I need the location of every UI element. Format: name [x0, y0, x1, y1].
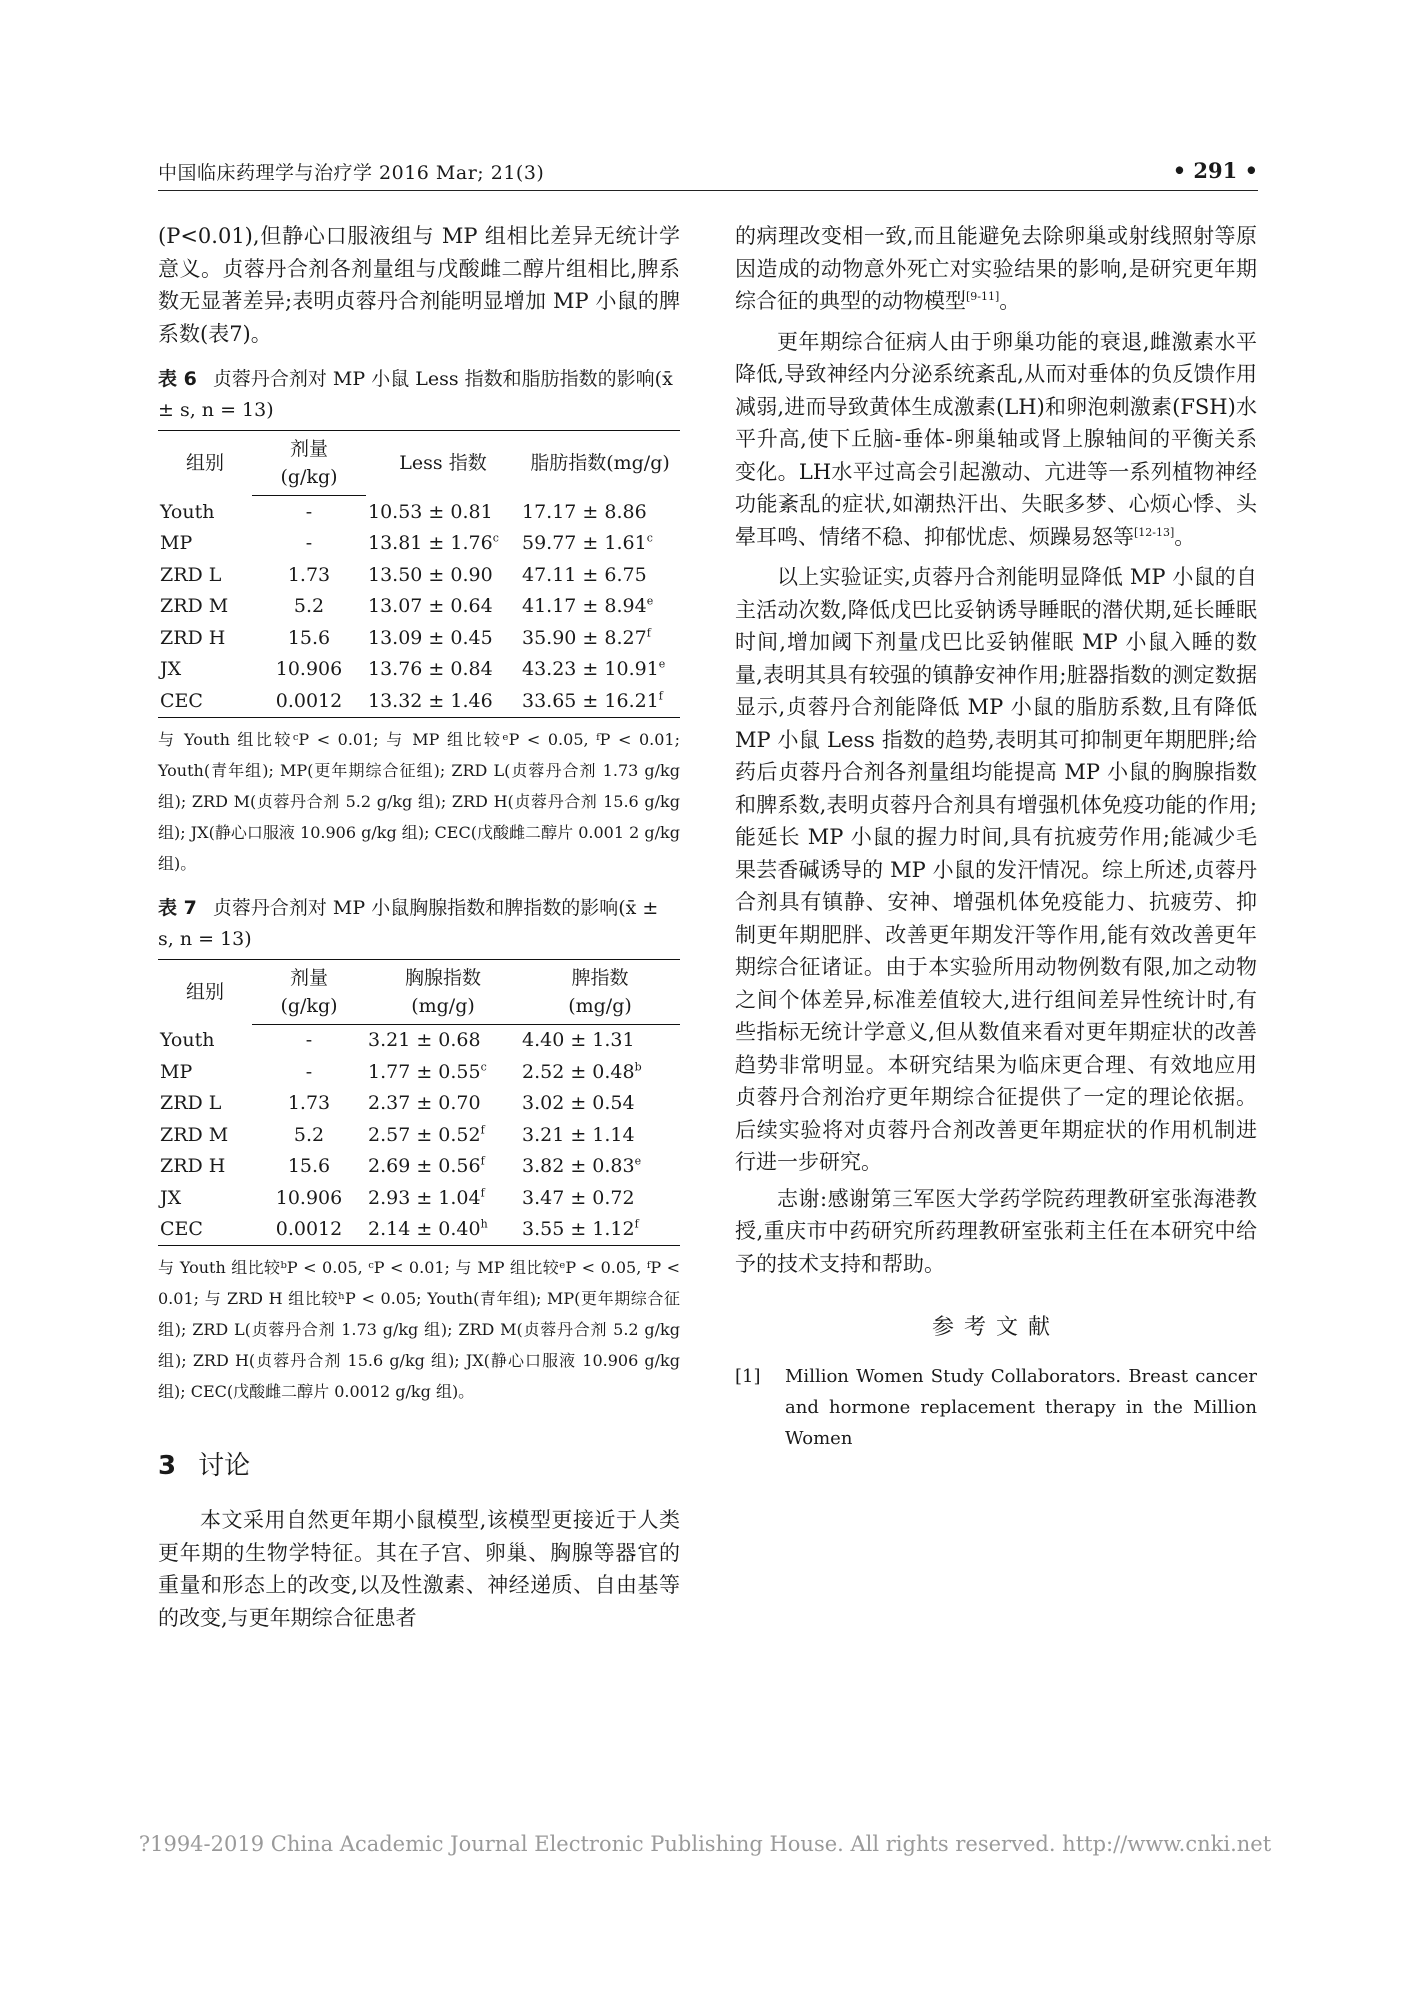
table-cell: MP [160, 1060, 193, 1083]
table-cell: 13.32 ± 1.46 [366, 685, 520, 717]
table7-header-spleen: 脾指数 [520, 959, 680, 992]
table-cell: 3.21 ± 0.68 [368, 1029, 481, 1052]
table-row [158, 1024, 680, 1056]
table-cell: 3.55 ± 1.12$^f$ [520, 1214, 680, 1246]
table-cell: 1.73 [287, 563, 331, 586]
table-row [158, 1119, 680, 1151]
table-cell: 13.76 ± 0.84 [368, 658, 493, 681]
table-cell: 5.2 [293, 595, 325, 618]
table-cell: 2.37 ± 0.70 [368, 1092, 481, 1115]
table-row [158, 528, 680, 560]
table-cell: 2.93 ± 1.04$^f$ [368, 1186, 485, 1209]
right-column [735, 220, 1257, 1454]
table-row [158, 559, 680, 591]
table7-header-thymus: 胸腺指数 [366, 959, 520, 992]
references-heading: 参考文献 [931, 1315, 1060, 1340]
table7-header-dose-unit: (g/kg) [252, 992, 366, 1025]
table-cell: 5.2 [293, 1123, 325, 1146]
table-cell: Youth [160, 1029, 215, 1051]
table-cell: - [305, 1060, 313, 1083]
header-rule [158, 190, 1258, 191]
page-number: • 291 • [1172, 158, 1258, 183]
table-cell: 0.0012 [252, 685, 366, 717]
table-cell: 10.906 [275, 1186, 343, 1209]
table-cell: ZRD H [160, 626, 226, 649]
table7-header-thymus-unit: (mg/g) [366, 992, 520, 1025]
table-cell: 3.21 ± 1.14 [522, 1123, 635, 1146]
table-row [158, 622, 680, 654]
table-row [158, 496, 680, 528]
table7-header-group: 组别 [158, 959, 252, 1024]
citation: [9-11] [966, 290, 1000, 303]
table7-header-spleen-unit: (mg/g) [520, 992, 680, 1025]
table-cell: - [305, 500, 313, 523]
table6-header-fat: 脂肪指数(mg/g) [520, 431, 680, 496]
table-cell: 2.69 ± 0.56$^f$ [368, 1154, 485, 1178]
table-cell: 10.53 ± 0.81 [368, 500, 493, 523]
table-cell: ZRD M [160, 595, 229, 618]
table-cell: ZRD L [160, 563, 222, 586]
table-cell: 33.65 ± 16.21$^f$ [520, 685, 680, 717]
table7-label: 表 7 [158, 896, 197, 919]
table7 [158, 959, 680, 1247]
table6-label: 表 6 [158, 368, 197, 390]
table-row [158, 1214, 680, 1246]
table-row [158, 654, 680, 686]
section-title: 讨论 [198, 1451, 251, 1481]
table-cell: 13.09 ± 0.45 [368, 626, 493, 649]
table-cell: ZRD L [160, 1092, 222, 1115]
citation: [12-13] [1134, 525, 1175, 539]
table-cell: 17.17 ± 8.86 [522, 500, 647, 523]
table-row [158, 1056, 680, 1088]
table7-caption [158, 893, 680, 955]
running-header [158, 158, 1258, 194]
table-cell: 13.50 ± 0.90 [368, 563, 493, 586]
table-cell: - [305, 1029, 313, 1052]
body-paragraph: 的病理改变相一致,而且能避免去除卵巢或射线照射等原因造成的动物意外死亡对实验结果的影响,是研究更年期综合征的典型的动物模型[9-11]。 [735, 224, 1257, 313]
body-paragraph: 以上实验证实,贞蓉丹合剂能明显降低 MP 小鼠的自主活动次数,降低戊巴比妥钠诱导睡眠的潜伏期,延长睡眠时间,增加阈下剂量戊巴比妥钠催眠 MP 小鼠入睡的数量,表明其具有较强的镇静安神作用;脏器指数的测定数据显示,贞蓉丹合剂能降低 MP 小鼠的脂肪系数,且有降低 MP 小鼠 Less 指数的趋势,表明其可抑制更年期肥胖;给药后贞蓉丹合剂各剂量组均能提高 MP 小鼠的胸腺指数和脾系数,表明贞蓉丹合剂具有增强机体免疫功能的作用;能延长 MP 小鼠的握力时间,具有抗疲劳作用;能减少毛果芸香碱诱导的 MP 小鼠的发汗情况。综上所述,贞蓉丹合剂具有镇静、安神、增强机体免疫能力、抗疲劳、抑制更年期肥胖、改善更年期发汗等作用,能有效改善更年期综合征诸证。由于本实验所用动物例数有限,加之动物之间个体差异,标准差值较大,进行组间差异性统计时,有些指标无统计学意义,但从数值来看对更年期症状的改善趋势非常明显。本研究结果为临床更合理、有效地应用贞蓉丹合剂治疗更年期综合征提供了一定的理论依据。后续实验将对贞蓉丹合剂改善更年期症状的作用机制进行进一步研究。 [735, 565, 1257, 1174]
body-paragraph: 更年期综合征病人由于卵巢功能的衰退,雌激素水平降低,导致神经内分泌系统紊乱,从而对垂体的负反馈作用减弱,进而导致黄体生成激素(LH)和卵泡刺激素(FSH)水平升高,使下丘脑-垂体-卵巢轴或肾上腺轴间的平衡关系变化。LH水平过高会引起激动、亢进等一系列植物神经功能紊乱的症状,如潮热汗出、失眠多梦、心烦心悸、头晕耳鸣、情绪不稳、抑郁忧虑、烦躁易怒等[12-13]。 [735, 329, 1257, 549]
table-cell: 3.02 ± 0.54 [522, 1092, 635, 1115]
section-number: 3 [158, 1451, 177, 1481]
table-cell: - [305, 532, 313, 555]
table-cell: Youth [160, 500, 215, 523]
table-row [158, 1088, 680, 1120]
body-paragraph: (P<0.01),但静心口服液组与 MP 组相比差异无统计学意义。贞蓉丹合剂各剂量组与戊酸雌二醇片组相比,脾系数无显著差异;表明贞蓉丹合剂能明显增加 MP 小鼠的脾系数(表7)。 [158, 224, 680, 346]
left-column [158, 220, 680, 1634]
table-cell: 4.40 ± 1.31 [522, 1029, 635, 1052]
table-cell: 13.07 ± 0.64 [368, 595, 493, 618]
table-cell: JX [160, 1186, 182, 1209]
table-cell: 35.90 ± 8.27$^f$ [522, 626, 651, 649]
table-cell: 15.6 [287, 1155, 331, 1178]
table-row [158, 685, 680, 717]
table-row [158, 1182, 680, 1214]
table-cell: 3.82 ± 0.83$^e$ [522, 1154, 642, 1178]
table-cell: 3.47 ± 0.72 [522, 1186, 635, 1209]
body-paragraph: 本文采用自然更年期小鼠模型,该模型更接近于人类更年期的生物学特征。其在子宫、卵巢、胸腺等器官的重量和形态上的改变,以及性激素、神经递质、自由基等的改变,与更年期综合征患者 [158, 1508, 680, 1630]
reference-text: Million Women Study Collaborators. Breast cancer and hormone replacement therapy in the Million Women [785, 1366, 1257, 1449]
table-cell: 1.73 [287, 1092, 331, 1115]
table-cell: ZRD H [160, 1155, 226, 1178]
table6-note: 与 Youth 组比较ᶜP < 0.01; 与 MP 组比较ᵉP < 0.05, ᶠP < 0.01; Youth(青年组); MP(更年期综合征组); ZRD L(贞蓉丹合剂 1.73 g/kg 组); ZRD M(贞蓉丹合剂 5.2 g/kg 组); ZRD H(贞蓉丹合剂 15.6 g/kg 组); JX(静心口服液 10.906 g/kg 组); CEC(戊酸雌二醇片 0.001 2 g/kg 组)。 [158, 729, 680, 873]
table-cell: 2.14 ± 0.40$^h$ [366, 1214, 520, 1246]
table-cell: 2.52 ± 0.48$^b$ [522, 1060, 642, 1083]
table-row [158, 591, 680, 623]
table-cell: 1.77 ± 0.55$^c$ [368, 1060, 487, 1083]
table6-title: 贞蓉丹合剂对 MP 小鼠 Less 指数和脂肪指数的影响(x̄ ± s, n = 13) [158, 368, 673, 421]
table-cell: 13.81 ± 1.76$^c$ [368, 531, 499, 555]
journal-citation: 中国临床药理学与治疗学 2016 Mar; 21(3) [158, 162, 545, 184]
table7-note: 与 Youth 组比较ᵇP < 0.05, ᶜP < 0.01; 与 MP 组比较ᵉP < 0.05, ᶠP < 0.01; 与 ZRD H 组比较ʰP < 0.05; Youth(青年组); MP(更年期综合征组); ZRD L(贞蓉丹合剂 1.73 g/kg 组); ZRD M(贞蓉丹合剂 5.2 g/kg 组); ZRD H(贞蓉丹合剂 15.6 g/kg 组); JX(静心口服液 10.906 g/kg 组); CEC(戊酸雌二醇片 0.0012 g/kg 组)。 [158, 1258, 680, 1401]
reference-item [735, 1361, 1257, 1454]
table-cell: 41.17 ± 8.94$^e$ [522, 594, 654, 618]
table-cell: CEC [158, 1214, 252, 1246]
table-cell: 0.0012 [252, 1214, 366, 1246]
table7-title: 贞蓉丹合剂对 MP 小鼠胸腺指数和脾指数的影响(x̄ ± s, n = 13) [158, 896, 659, 950]
table-row [158, 1151, 680, 1183]
table6-header-dose: 剂量 [252, 431, 366, 464]
reference-number: [1] [735, 1366, 761, 1387]
table-cell: JX [160, 658, 182, 681]
table7-header-dose: 剂量 [252, 959, 366, 992]
table-cell: MP [160, 532, 193, 555]
table-cell: 47.11 ± 6.75 [522, 563, 647, 586]
acknowledgement: 志谢:感谢第三军医大学药学院药理教研室张海港教授,重庆市中药研究所药理教研室张莉主任在本研究中给予的技术支持和帮助。 [735, 1186, 1257, 1276]
table-cell: 43.23 ± 10.91$^e$ [522, 657, 666, 681]
table-cell: ZRD M [160, 1123, 229, 1146]
table6-header-dose-unit: (g/kg) [252, 463, 366, 496]
copyright-footer: ?1994-2019 China Academic Journal Electronic Publishing House. All rights reserved. http://www.cnki.net [138, 1832, 1272, 1856]
table6 [158, 430, 680, 718]
table-cell: 59.77 ± 1.61$^c$ [522, 531, 653, 555]
table-cell: 2.57 ± 0.52$^f$ [368, 1123, 485, 1146]
table6-caption [158, 364, 680, 426]
table-cell: 10.906 [275, 658, 343, 681]
table6-header-group: 组别 [158, 431, 252, 496]
table-cell: 15.6 [287, 626, 331, 649]
table-cell: CEC [158, 685, 252, 717]
section-heading [158, 1445, 680, 1482]
table6-header-less: Less 指数 [366, 431, 520, 496]
